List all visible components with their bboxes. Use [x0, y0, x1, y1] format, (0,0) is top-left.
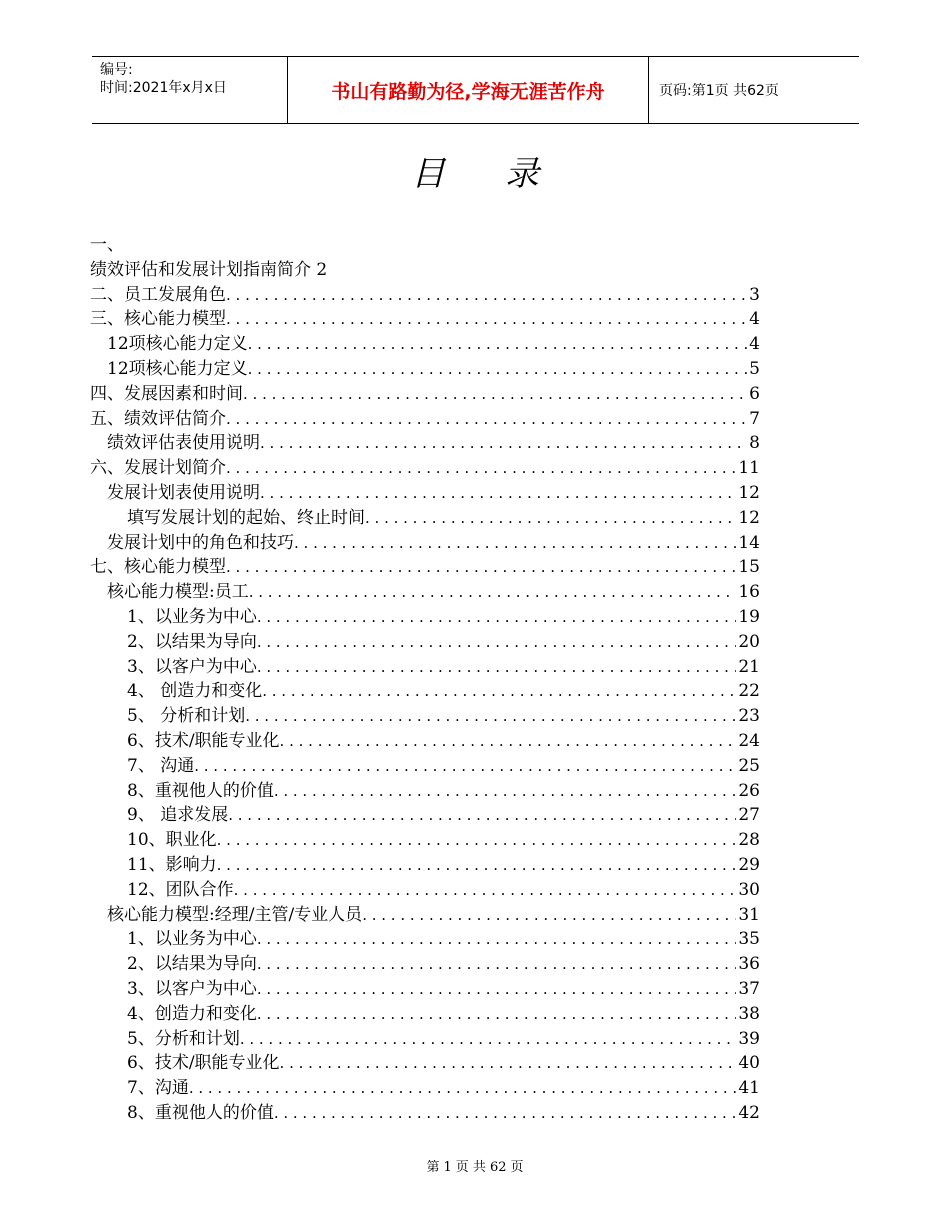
toc-entry-title: 7、 沟通	[127, 755, 195, 776]
header-motto: 书山有路勤为径,学海无涯苦作舟	[331, 80, 605, 103]
toc-entry[interactable]	[90, 531, 760, 555]
toc-entry-title: 1、以业务为中心	[127, 929, 257, 950]
toc-entry-title: 填写发展计划的起始、终止时间	[127, 507, 365, 528]
toc-entry[interactable]	[90, 630, 760, 654]
toc-leader-dots	[260, 481, 736, 505]
toc-entry-page: 19	[738, 607, 760, 627]
toc-entry-page: 3	[749, 284, 760, 305]
toc-entry-page: 8	[749, 433, 760, 454]
toc-entry[interactable]	[90, 679, 760, 703]
toc-entry[interactable]	[90, 1027, 760, 1051]
toc-leader-dots	[260, 431, 747, 455]
toc-entry-title: 8、重视他人的价值	[127, 780, 274, 801]
toc-entry-page: 40	[738, 1053, 760, 1074]
toc-entry[interactable]	[90, 927, 760, 951]
page-header	[92, 56, 859, 124]
toc-entry[interactable]	[90, 655, 760, 679]
toc-entry[interactable]	[90, 307, 760, 331]
toc-entry-title: 3、以客户为中心	[127, 979, 257, 999]
toc-entry-page: 14	[738, 532, 760, 553]
toc-leader-dots	[226, 283, 747, 307]
toc-leader-dots	[365, 506, 736, 530]
toc-leader-dots	[262, 679, 736, 703]
toc-entry[interactable]	[90, 729, 760, 753]
toc-leader-dots	[228, 803, 736, 827]
toc-entry-page: 38	[738, 1003, 760, 1024]
footer-middle: 页 共	[455, 1160, 486, 1175]
toc-entry[interactable]	[90, 382, 760, 406]
toc-entry-title: 四、发展因素和时间	[90, 383, 243, 404]
toc-entry-page: 35	[738, 929, 760, 950]
toc-leader-dots	[248, 357, 748, 381]
toc-entry-title: 绩效评估表使用说明	[107, 433, 260, 454]
toc-entry-title: 绩效评估和发展计划指南简介 2	[90, 259, 328, 280]
toc-entry-title: 发展计划表使用说明	[107, 483, 260, 503]
toc-entry-title: 10、职业化	[127, 830, 217, 851]
toc-entry-page: 20	[738, 631, 760, 652]
toc-entry-page: 4	[749, 309, 760, 330]
toc-entry-title: 发展计划中的角色和技巧	[107, 532, 294, 553]
toc-entry-page: 41	[738, 1078, 760, 1099]
toc-entry[interactable]	[90, 605, 760, 629]
toc-entry[interactable]	[90, 977, 760, 1001]
toc-leader-dots	[294, 531, 736, 555]
toc-leader-dots	[226, 307, 747, 331]
toc-entry[interactable]	[90, 952, 760, 976]
header-page-label: 页码:第1页 共62页	[659, 83, 779, 99]
toc-leader-dots	[226, 555, 736, 579]
toc-entry[interactable]	[90, 853, 760, 877]
toc-leader-dots	[217, 853, 737, 877]
toc-entry-page: 5	[749, 359, 760, 379]
toc-entry[interactable]	[90, 828, 760, 852]
toc-leader-dots	[257, 977, 737, 1001]
toc-entry-page: 26	[738, 780, 760, 801]
toc-entry[interactable]	[90, 258, 327, 282]
toc-entry-title: 三、核心能力模型	[90, 309, 226, 330]
toc-leader-dots	[257, 630, 737, 654]
toc-entry-title: 核心能力模型:员工	[107, 582, 249, 603]
toc-entry-title: 7、沟通	[127, 1078, 189, 1099]
toc-entry[interactable]	[90, 456, 760, 480]
toc-leader-dots	[257, 1002, 737, 1026]
toc-entry[interactable]	[90, 555, 760, 579]
toc-entry[interactable]	[90, 903, 760, 927]
toc-entry-page: 36	[738, 954, 760, 975]
toc-leader-dots	[280, 729, 737, 753]
toc-entry-page: 16	[738, 582, 760, 603]
toc-entry-title: 12项核心能力定义	[107, 359, 248, 379]
toc-leader-dots	[257, 605, 737, 629]
toc-entry-title: 12、团队合作	[127, 879, 234, 900]
toc-entry-title: 2、以结果为导向	[127, 631, 257, 652]
number-label: 编号:	[100, 62, 133, 78]
toc-entry-title: 4、创造力和变化	[127, 1003, 257, 1024]
toc-entry-title: 2、以结果为导向	[127, 954, 257, 975]
toc-entry[interactable]	[90, 1051, 760, 1075]
toc-entry-page: 30	[738, 879, 760, 900]
toc-entry-page: 4	[749, 334, 760, 355]
header-page-cell	[649, 57, 859, 123]
toc-entry-title: 5、 分析和计划	[127, 706, 246, 727]
header-meta	[92, 57, 287, 123]
toc-entry-title: 五、绩效评估简介	[90, 408, 226, 429]
toc-leader-dots	[243, 382, 747, 406]
toc-entry-page: 31	[738, 904, 760, 925]
toc-entry-page: 21	[738, 656, 760, 677]
toc-entry-page: 37	[738, 979, 760, 999]
toc-entry[interactable]	[90, 754, 760, 778]
toc-entry-page: 23	[738, 706, 760, 727]
toc-entry[interactable]	[90, 481, 760, 505]
toc-entry[interactable]	[90, 407, 760, 431]
toc-entry[interactable]	[90, 580, 760, 604]
toc-entry-page: 22	[738, 681, 760, 702]
footer-current-page: 1	[443, 1160, 452, 1175]
toc-entry[interactable]	[90, 878, 760, 902]
toc-entry[interactable]	[90, 1076, 760, 1100]
toc-entry-page: 28	[738, 830, 760, 851]
toc-entry[interactable]	[90, 357, 760, 381]
toc-entry-title: 4、 创造力和变化	[127, 681, 263, 702]
toc-entry[interactable]	[90, 431, 760, 455]
footer-total-pages: 62	[489, 1160, 507, 1175]
page-title: 目录	[411, 154, 599, 194]
toc-entry-title: 3、以客户为中心	[127, 656, 257, 677]
toc-entry-page: 7	[749, 408, 760, 429]
footer-prefix: 第	[426, 1160, 440, 1175]
toc-entry[interactable]	[90, 283, 760, 307]
toc-entry-page: 6	[749, 383, 760, 404]
toc-leader-dots	[257, 927, 737, 951]
toc-entry-page: 25	[738, 755, 760, 776]
time-label: 时间:2021年x月x日	[100, 80, 227, 96]
toc-entry-page: 11	[738, 458, 760, 479]
toc-leader-dots	[234, 878, 737, 902]
toc-entry-title: 8、重视他人的价值	[127, 1103, 274, 1123]
toc-entry[interactable]	[90, 779, 760, 803]
toc-entry-title: 六、发展计划简介	[90, 458, 226, 479]
toc-entry[interactable]	[90, 332, 760, 356]
toc-entry-title: 1、以业务为中心	[127, 607, 257, 627]
toc-entry-page: 29	[738, 855, 760, 875]
toc-entry[interactable]	[90, 1101, 760, 1125]
toc-entry-title: 6、技术/职能专业化	[127, 731, 280, 751]
toc-entry-page: 27	[738, 805, 760, 826]
toc-entry[interactable]	[90, 1002, 760, 1026]
toc-entry-title: 核心能力模型:经理/主管/专业人员	[107, 904, 363, 925]
toc-entry[interactable]	[90, 233, 124, 257]
toc-leader-dots	[249, 580, 737, 604]
page-footer	[0, 1156, 950, 1175]
toc-entry-title: 11、影响力	[127, 855, 217, 875]
toc-entry-title: 一、	[90, 235, 124, 255]
toc-leader-dots	[240, 1027, 737, 1051]
toc-entry-title: 12项核心能力定义	[107, 334, 248, 355]
toc-leader-dots	[362, 903, 736, 927]
toc-entry-page: 24	[738, 731, 760, 751]
toc-entry[interactable]	[90, 506, 760, 530]
toc-entry-title: 二、员工发展角色	[90, 284, 226, 305]
footer-suffix: 页	[510, 1160, 524, 1175]
toc-entry[interactable]	[90, 704, 760, 728]
toc-leader-dots	[274, 1101, 737, 1125]
toc-entry-title: 9、 追求发展	[127, 805, 229, 826]
toc-leader-dots	[226, 456, 736, 480]
header-motto-cell	[287, 57, 649, 123]
toc-leader-dots	[280, 1051, 737, 1075]
toc-entry-title: 5、分析和计划	[127, 1028, 240, 1049]
toc-leader-dots	[257, 655, 737, 679]
toc-leader-dots	[226, 407, 747, 431]
toc-entry-page: 39	[738, 1028, 760, 1049]
toc-entry[interactable]	[90, 803, 760, 827]
toc-leader-dots	[257, 952, 737, 976]
toc-leader-dots	[245, 704, 736, 728]
toc-entry-title: 七、核心能力模型	[90, 557, 226, 578]
toc-entry-page: 12	[738, 483, 760, 503]
toc-entry-page: 42	[738, 1103, 760, 1123]
toc-leader-dots	[248, 332, 748, 356]
toc-leader-dots	[274, 779, 737, 803]
toc-entry-page: 15	[738, 557, 760, 578]
toc-leader-dots	[217, 828, 737, 852]
toc-leader-dots	[194, 754, 736, 778]
toc-entry-title: 6、技术/职能专业化	[127, 1053, 280, 1074]
toc-entry-page: 12	[738, 507, 760, 528]
toc-leader-dots	[189, 1076, 737, 1100]
